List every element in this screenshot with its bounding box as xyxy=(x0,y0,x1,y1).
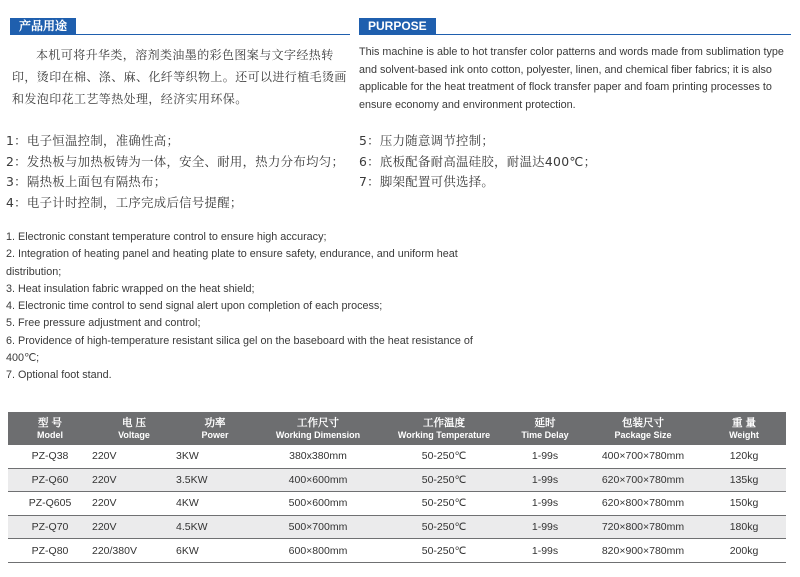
cell-weight: 120kg xyxy=(702,445,786,468)
en-feature-item: 2. Integration of heating panel and heating plate to ensure safety, endurance, and uniform heat distribution; xyxy=(6,248,458,278)
cell-voltage: 220V xyxy=(92,445,176,468)
en-feature-item: 7. Optional foot stand. xyxy=(6,369,112,382)
en-section-header xyxy=(359,18,791,35)
cell-model: PZ-Q70 xyxy=(8,515,92,539)
en-feature-item: 4. Electronic time control to send signal alert upon completion of each process; xyxy=(6,300,383,313)
cell-working-dimension: 600×800mm xyxy=(254,539,382,563)
cell-power: 3.5KW xyxy=(176,468,254,492)
table-row xyxy=(8,539,786,563)
cn-feature-item: 1：电子恒温控制，准确性高； xyxy=(6,133,180,148)
en-feature-item: 6. Providence of high-temperature resistant silica gel on the baseboard with the heat resistance of 400℃; xyxy=(6,334,473,365)
cell-weight: 200kg xyxy=(702,539,786,563)
header-voltage: 电 压 Voltage xyxy=(92,412,176,445)
cell-model: PZ-Q605 xyxy=(8,492,92,516)
cell-weight: 150kg xyxy=(702,492,786,516)
cn-feature-item: 6：底板配备耐高温硅胶，耐温达400℃； xyxy=(359,153,597,169)
cn-feature-list-left xyxy=(6,131,346,213)
cn-feature-item: 5：压力随意调节控制； xyxy=(359,133,495,148)
cell-working-temperature: 50-250℃ xyxy=(382,445,506,468)
cell-weight: 180kg xyxy=(702,515,786,539)
en-feature-list xyxy=(6,229,476,385)
cell-working-temperature: 50-250℃ xyxy=(382,492,506,516)
header-weight: 重 量 Weight xyxy=(702,412,786,445)
header-power: 功率 Power xyxy=(176,412,254,445)
spec-table xyxy=(8,412,786,563)
cell-working-dimension: 500×600mm xyxy=(254,492,382,516)
cn-feature-item: 4：电子计时控制，工序完成后信号提醒； xyxy=(6,194,243,210)
spec-header-row xyxy=(8,412,786,445)
table-row xyxy=(8,492,786,516)
cell-working-temperature: 50-250℃ xyxy=(382,539,506,563)
header-model: 型 号 Model xyxy=(8,412,92,445)
en-feature-item: 1. Electronic constant temperature control to ensure high accuracy; xyxy=(6,231,327,243)
cn-feature-item: 3：隔热板上面包有隔热布； xyxy=(6,174,167,189)
cell-time-delay: 1-99s xyxy=(506,468,584,492)
cell-model: PZ-Q80 xyxy=(8,539,92,563)
cell-package-size: 720×800×780mm xyxy=(584,515,702,539)
cell-time-delay: 1-99s xyxy=(506,515,584,539)
en-feature-item: 3. Heat insulation fabric wrapped on the heat shield; xyxy=(6,282,255,295)
cell-working-dimension: 400×600mm xyxy=(254,468,382,492)
cell-package-size: 620×800×780mm xyxy=(584,492,702,516)
en-purpose-tag: PURPOSE xyxy=(359,18,436,35)
cell-power: 4KW xyxy=(176,492,254,516)
en-intro-paragraph: This machine is able to hot transfer color patterns and words made from sublimation type and solvent-based ink onto cotton, polyester, linen, and chemical fiber fabrics; it is also applicable for the heat treatment of flock transfer paper and foam printing processes to ensure economy and environment protection. xyxy=(359,46,784,111)
cell-voltage: 220V xyxy=(92,515,176,539)
cn-feature-list-right xyxy=(359,131,789,193)
cell-working-temperature: 50-250℃ xyxy=(382,515,506,539)
cn-purpose-tag: 产品用途 xyxy=(10,18,76,35)
header-time-delay: 延时 Time Delay xyxy=(506,412,584,445)
cell-working-dimension: 380x380mm xyxy=(254,445,382,468)
cell-power: 6KW xyxy=(176,539,254,563)
table-row xyxy=(8,515,786,539)
header-package-size: 包装尺寸 Package Size xyxy=(584,412,702,445)
cell-power: 3KW xyxy=(176,445,254,468)
cn-feature-item: 7：脚架配置可供选择。 xyxy=(359,174,495,189)
cell-power: 4.5KW xyxy=(176,515,254,539)
cell-time-delay: 1-99s xyxy=(506,445,584,468)
en-feature-item: 5. Free pressure adjustment and control; xyxy=(6,317,201,330)
cell-working-temperature: 50-250℃ xyxy=(382,468,506,492)
cell-working-dimension: 500×700mm xyxy=(254,515,382,539)
cn-section-header xyxy=(10,18,350,35)
cn-feature-item: 2：发热板与加热板铸为一体，安全、耐用，热力分布均匀； xyxy=(6,153,345,169)
cell-model: PZ-Q60 xyxy=(8,468,92,492)
cell-voltage: 220/380V xyxy=(92,539,176,563)
header-working-temperature: 工作温度 Working Temperature xyxy=(382,412,506,445)
header-working-dimension: 工作尺寸 Working Dimension xyxy=(254,412,382,445)
cell-time-delay: 1-99s xyxy=(506,492,584,516)
cell-voltage: 220V xyxy=(92,468,176,492)
cell-model: PZ-Q38 xyxy=(8,445,92,468)
table-row xyxy=(8,445,786,468)
cell-time-delay: 1-99s xyxy=(506,539,584,563)
cell-voltage: 220V xyxy=(92,492,176,516)
cn-intro-paragraph: 本机可将升华类，溶剂类油墨的彩色图案与文字经热转印，烫印在棉、涤、麻、化纤等织物上。还可以进行植毛烫画和发泡印花工艺等热处理，经济实用环保。 xyxy=(12,48,347,106)
cell-weight: 135kg xyxy=(702,468,786,492)
cell-package-size: 820×900×780mm xyxy=(584,539,702,563)
cell-package-size: 400×700×780mm xyxy=(584,445,702,468)
cell-package-size: 620×700×780mm xyxy=(584,468,702,492)
table-row xyxy=(8,468,786,492)
